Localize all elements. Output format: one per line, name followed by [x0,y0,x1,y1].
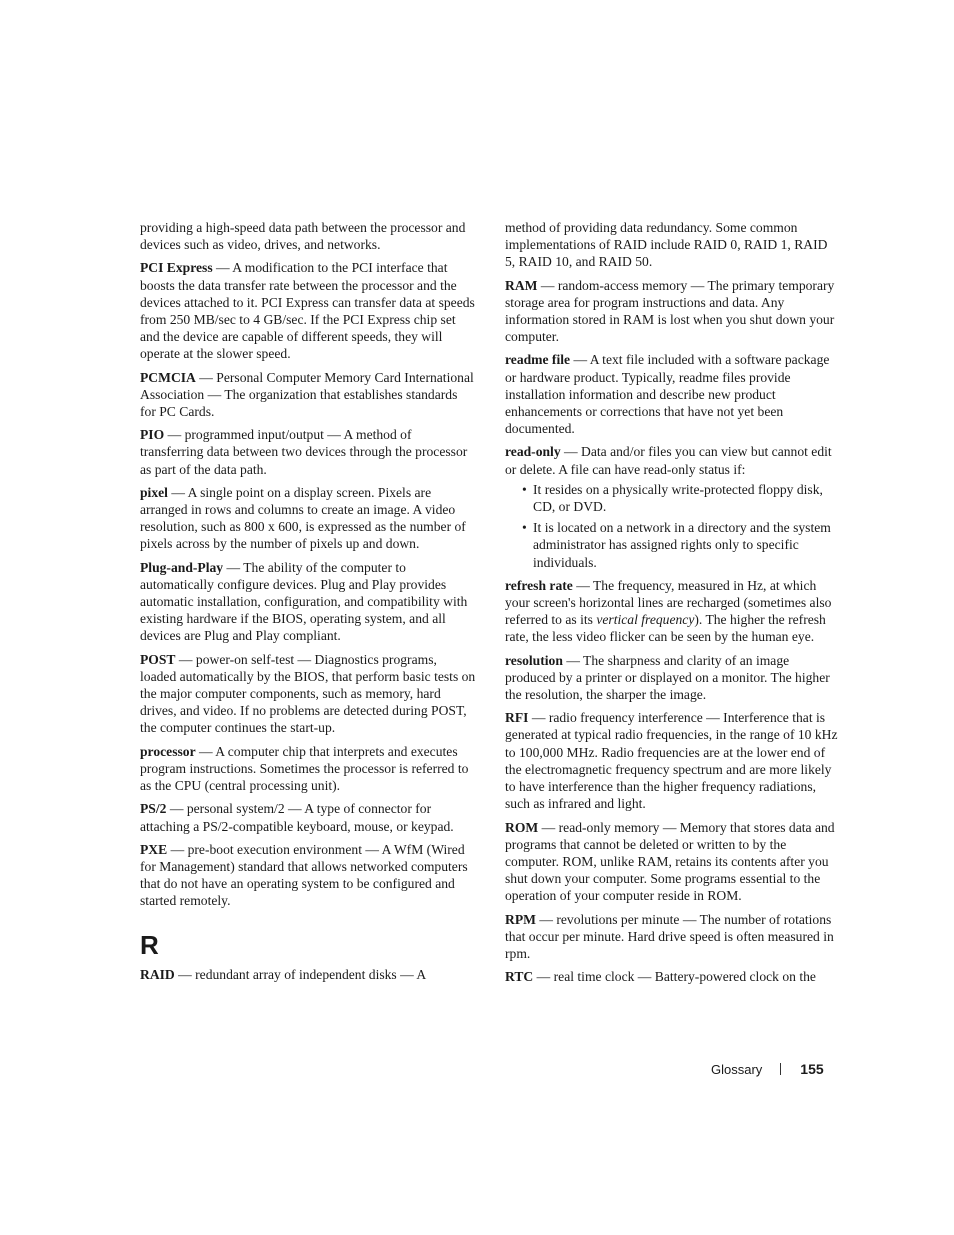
glossary-term: RTC [505,969,534,985]
glossary-definition: — Data and/or files you can view but cannot edit or delete. A file can have read-only status if: [505,444,832,477]
glossary-entry-ram [505,277,841,346]
glossary-definition: — A modification to the PCI interface that boosts the data transfer rate between the processor and the devices attached to it. PCI Express can transfer data at speeds from 250 MB/sec to 4 GB/sec. If the PCI Express chip set and the device are capable of different speeds, they will operate at the slower speed. [140,260,475,362]
glossary-term: RAID [140,966,175,982]
glossary-entry-pci-express [140,259,476,362]
glossary-definition: — The frequency, measured in Hz, at which your screen's horizontal lines are recharged (sometimes also referred to as its [505,577,832,628]
glossary-definition: — radio frequency interference — Interference that is generated at typical radio frequencies, in the range of 10 kHz to 100,000 MHz. Radio frequencies are at the lower end of the electromagnetic frequency spectrum and are more likely to have interference than the higher frequency radiations, such as infrared and light. [505,710,838,812]
glossary-definition: — The sharpness and clarity of an image produced by a printer or displayed on a monitor. The higher the resolution, the sharper the image. [505,652,830,703]
glossary-entry-rfi [505,709,841,812]
glossary-entry-plug-and-play [140,559,476,645]
glossary-entry-rtc [505,968,841,985]
glossary-term: resolution [505,652,563,668]
glossary-term: PIO [140,427,165,443]
glossary-definition: — power-on self-test — Diagnostics programs, loaded automatically by the BIOS, that perform basic tests on the major computer components, such as memory, hard drives, and video. If no problems are detected during POST, the computer continues the start-up. [140,651,476,736]
glossary-definition: — The ability of the computer to automatically configure devices. Plug and Play provides automatic installation, configuration, and compatibility with existing hardware if the BIOS, operating system, and all devices are Plug and Play compliant. [140,559,468,644]
glossary-entry-pixel [140,484,476,553]
glossary-definition: — redundant array of independent disks — A [178,966,427,982]
left-column [140,219,476,989]
glossary-definition: ). The higher the refresh rate, the less video flicker can be seen by the human eye. [505,612,826,645]
glossary-term: processor [140,743,196,759]
glossary-term: PS/2 [140,801,167,817]
glossary-definition: — A computer chip that interprets and executes program instructions. Sometimes the processor is referred to as the CPU (central processing unit). [140,743,469,794]
glossary-definition: — real time clock — Battery-powered clock on the [536,969,816,985]
glossary-entry-resolution [505,652,841,704]
footer-section-title: Glossary [711,1061,763,1077]
glossary-term: ROM [505,819,539,835]
glossary-entry-post [140,651,476,737]
continued-paragraph: method of providing data redundancy. Some common implementations of RAID include RAID 0, RAID 1, RAID 5, RAID 10, and RAID 50. [505,220,828,270]
glossary-term: RPM [505,911,536,927]
glossary-definition: — personal system/2 — A type of connector for attaching a PS/2-compatible keyboard, mouse, or keypad. [140,801,454,834]
glossary-entry-refresh-rate [505,577,841,646]
right-column [505,219,841,991]
continued-paragraph: providing a high-speed data path between the processor and devices such as video, drives, and networks. [140,220,466,253]
glossary-definition: — pre-boot execution environment — A WfM (Wired for Management) standard that allows networked computers that do not have an operating system to be configured and started remotely. [140,841,468,909]
glossary-entry-read-only [505,443,841,477]
list-item: • It is located on a network in a directory and the system administrator has assigned rights only to specific individuals. [533,519,841,571]
glossary-term: POST [140,651,176,667]
glossary-definition: — A single point on a display screen. Pixels are arranged in rows and columns to create an image. A video resolution, such as 800 x 600, is expressed as the number of pixels across by the number of pixels up and down. [140,484,466,552]
glossary-entry-pxe [140,841,476,910]
italic-term: vertical frequency [596,612,695,628]
glossary-entry-rom [505,819,841,905]
glossary-term: refresh rate [505,577,573,593]
glossary-term: pixel [140,484,168,500]
glossary-term: Plug-and-Play [140,559,224,575]
glossary-entry-processor [140,743,476,795]
glossary-term: RAM [505,277,538,293]
glossary-term: PCI Express [140,260,213,276]
page-footer [711,1061,824,1077]
section-heading-r: R [140,929,159,960]
bullet-list [505,481,841,571]
page-number: 155 [800,1061,824,1077]
glossary-entry-raid [140,966,476,983]
glossary-definition: — programmed input/output — A method of transferring data between two devices through the processor as part of the data path. [140,427,468,477]
glossary-entry-ps2 [140,800,476,834]
glossary-term: RFI [505,710,529,726]
glossary-entry-rpm [505,911,841,963]
glossary-definition: — random-access memory — The primary temporary storage area for program instructions and data. Any information stored in RAM is lost when you shut down your computer. [505,277,835,345]
glossary-term: PXE [140,841,168,857]
glossary-definition: — read-only memory — Memory that stores data and programs that cannot be deleted or written to by the computer. ROM, unlike RAM, retains its contents after you shut down your computer. Some programs essential to the operation of your computer reside in ROM. [505,819,835,904]
glossary-entry-pio [140,426,476,478]
glossary-term: read-only [505,444,561,460]
glossary-term: PCMCIA [140,369,196,385]
glossary-entry-pcmcia [140,369,476,421]
glossary-definition: — Personal Computer Memory Card International Association — The organization that establishes standards for PC Cards. [140,369,474,420]
list-item: • It resides on a physically write-protected floppy disk, CD, or DVD. [533,481,841,515]
glossary-definition: — A text file included with a software package or hardware product. Typically, readme files provide installation information and describe new product enhancements or corrections that have not yet been documented. [505,352,830,437]
glossary-term: readme file [505,352,571,368]
footer-divider [780,1063,781,1075]
glossary-definition: — revolutions per minute — The number of rotations that occur per minute. Hard drive speed is often measured in rpm. [505,911,834,961]
glossary-entry-readme-file [505,351,841,437]
